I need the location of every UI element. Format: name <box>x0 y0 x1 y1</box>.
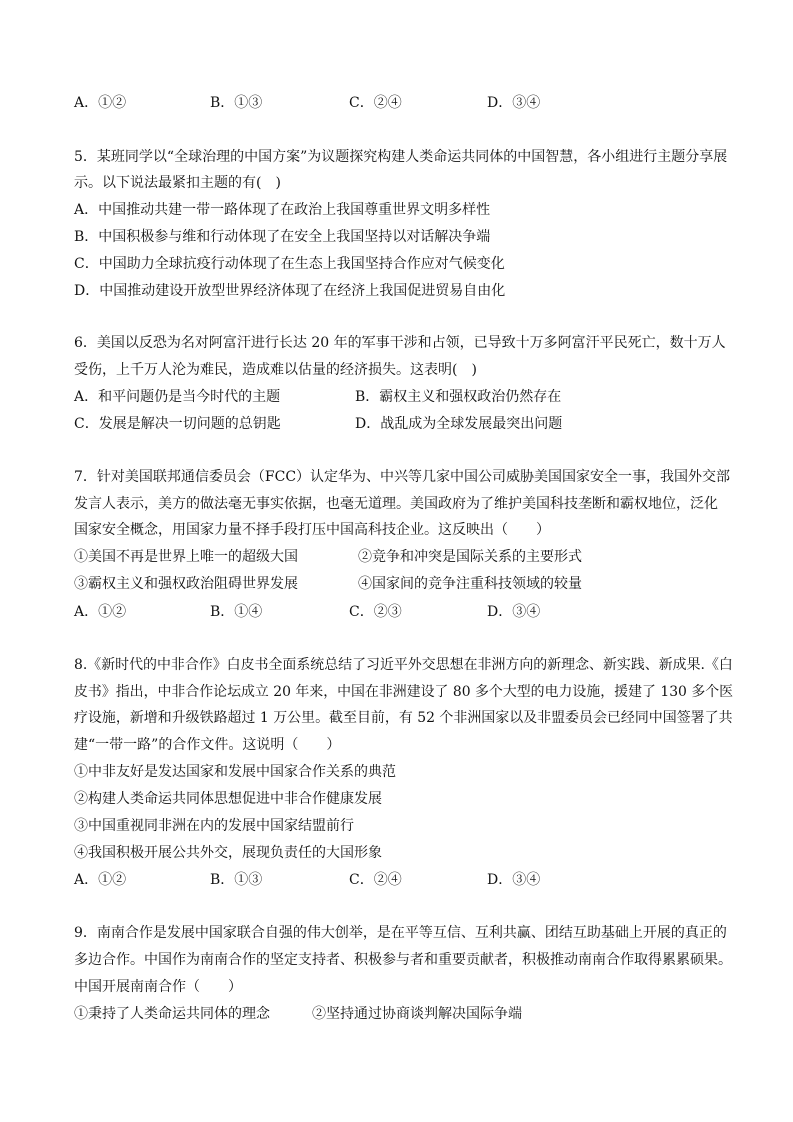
q8-option-d: D．③④ <box>487 872 541 888</box>
q7-stem-line-1: 7．针对美国联邦通信委员会（FCC）认定华为、中兴等几家中国公司威胁美国国家安全一事，我国外交部 <box>74 469 731 485</box>
q5-option-d: D．中国推动建设开放型世界经济体现了在经济上我国促进贸易自由化 <box>74 283 506 299</box>
q5-stem-line-2: 示。以下说法最紧扣主题的有( ) <box>74 175 281 191</box>
q4-option-b: B．①③ <box>210 95 263 111</box>
q4-option-d: D．③④ <box>487 95 541 111</box>
q6-option-d: D．战乱成为全球发展最突出问题 <box>355 416 563 432</box>
q8-stem-line-2: 皮书》指出，中非合作论坛成立 20 年来，中国在非洲建设了 80 多个大型的电力设施，援建了 130 多个医 <box>74 684 734 700</box>
q6-stem-line-1: 6．美国以反恐为名对阿富汗进行长达 20 年的军事干涉和占领，已导致十万多阿富汗平民死亡，数十万人 <box>74 335 726 351</box>
q7-statement-2: ②竞争和冲突是国际关系的主要形式 <box>358 549 582 565</box>
q7-option-d: D．③④ <box>487 604 541 620</box>
q8-option-a: A．①② <box>74 872 127 888</box>
q4-option-c: C．②④ <box>349 95 402 111</box>
q6-option-a: A．和平问题仍是当今时代的主题 <box>74 389 281 405</box>
q7-statement-3: ③霸权主义和强权政治阻碍世界发展 <box>74 576 298 592</box>
q9-stem-line-2: 多边合作。中国作为南南合作的坚定支持者、积极参与者和重要贡献者，积极推动南南合作取得累累硕果。 <box>74 952 732 968</box>
q8-statement-3: ③中国重视同非洲在内的发展中国家结盟前行 <box>74 818 354 834</box>
q7-statement-1: ①美国不再是世界上唯一的超级大国 <box>74 549 298 565</box>
q4-option-a: A．①② <box>74 95 127 111</box>
q5-option-a: A．中国推动共建一带一路体现了在政治上我国尊重世界文明多样性 <box>74 202 491 218</box>
q7-option-c: C．②③ <box>349 604 402 620</box>
q7-statement-4: ④国家间的竞争注重科技领域的较量 <box>358 576 582 592</box>
q5-option-b: B．中国积极参与维和行动体现了在安全上我国坚持以对话解决争端 <box>74 229 491 245</box>
q9-stem-line-1: 9．南南合作是发展中国家联合自强的伟大创举，是在平等互信、互利共赢、团结互助基础上开展的真正的 <box>74 925 727 941</box>
q8-statement-2: ②构建人类命运共同体思想促进中非合作健康发展 <box>74 791 382 807</box>
q8-stem-line-3: 疗设施，新增和升级铁路超过 1 万公里。截至目前，有 52 个非洲国家以及非盟委员会已经同中国签署了共 <box>74 710 733 726</box>
q6-stem-line-2: 受伤，上千万人沦为难民，造成难以估量的经济损失。这表明( ) <box>74 362 477 378</box>
q6-option-b: B．霸权主义和强权政治仍然存在 <box>355 389 562 405</box>
q8-stem-line-4: 建“一带一路”的合作文件。这说明（ ） <box>74 737 341 753</box>
q8-statement-1: ①中非友好是发达国家和发展中国家合作关系的典范 <box>74 764 396 780</box>
q8-option-b: B．①③ <box>210 872 263 888</box>
q7-stem-line-3: 国家安全概念，用国家力量不择手段打压中国高科技企业。这反映出（ ） <box>74 522 550 538</box>
q8-option-c: C．②④ <box>349 872 402 888</box>
q8-statement-4: ④我国积极开展公共外交，展现负责任的大国形象 <box>74 845 382 861</box>
q7-option-a: A．①② <box>74 604 127 620</box>
q9-stem-line-3: 中国开展南南合作（ ） <box>74 979 242 995</box>
q5-stem-line-1: 5．某班同学以“全球治理的中国方案”为议题探究构建人类命运共同体的中国智慧，各小组进行主题分享展 <box>74 149 728 165</box>
q6-option-c: C．发展是解决一切问题的总钥匙 <box>74 416 281 432</box>
q9-statement-2: ②坚持通过协商谈判解决国际争端 <box>312 1006 522 1022</box>
q7-stem-line-2: 发言人表示，美方的做法毫无事实依据，也毫无道理。美国政府为了维护美国科技垄断和霸权地位，泛化 <box>74 496 718 512</box>
q5-option-c: C．中国助力全球抗疫行动体现了在生态上我国坚持合作应对气候变化 <box>74 256 505 272</box>
q8-stem-line-1: 8.《新时代的中非合作》白皮书全面系统总结了习近平外交思想在非洲方向的新理念、新实践、新成果.《白 <box>74 657 733 673</box>
q7-option-b: B．①④ <box>210 604 263 620</box>
q9-statement-1: ①秉持了人类命运共同体的理念 <box>74 1006 270 1022</box>
